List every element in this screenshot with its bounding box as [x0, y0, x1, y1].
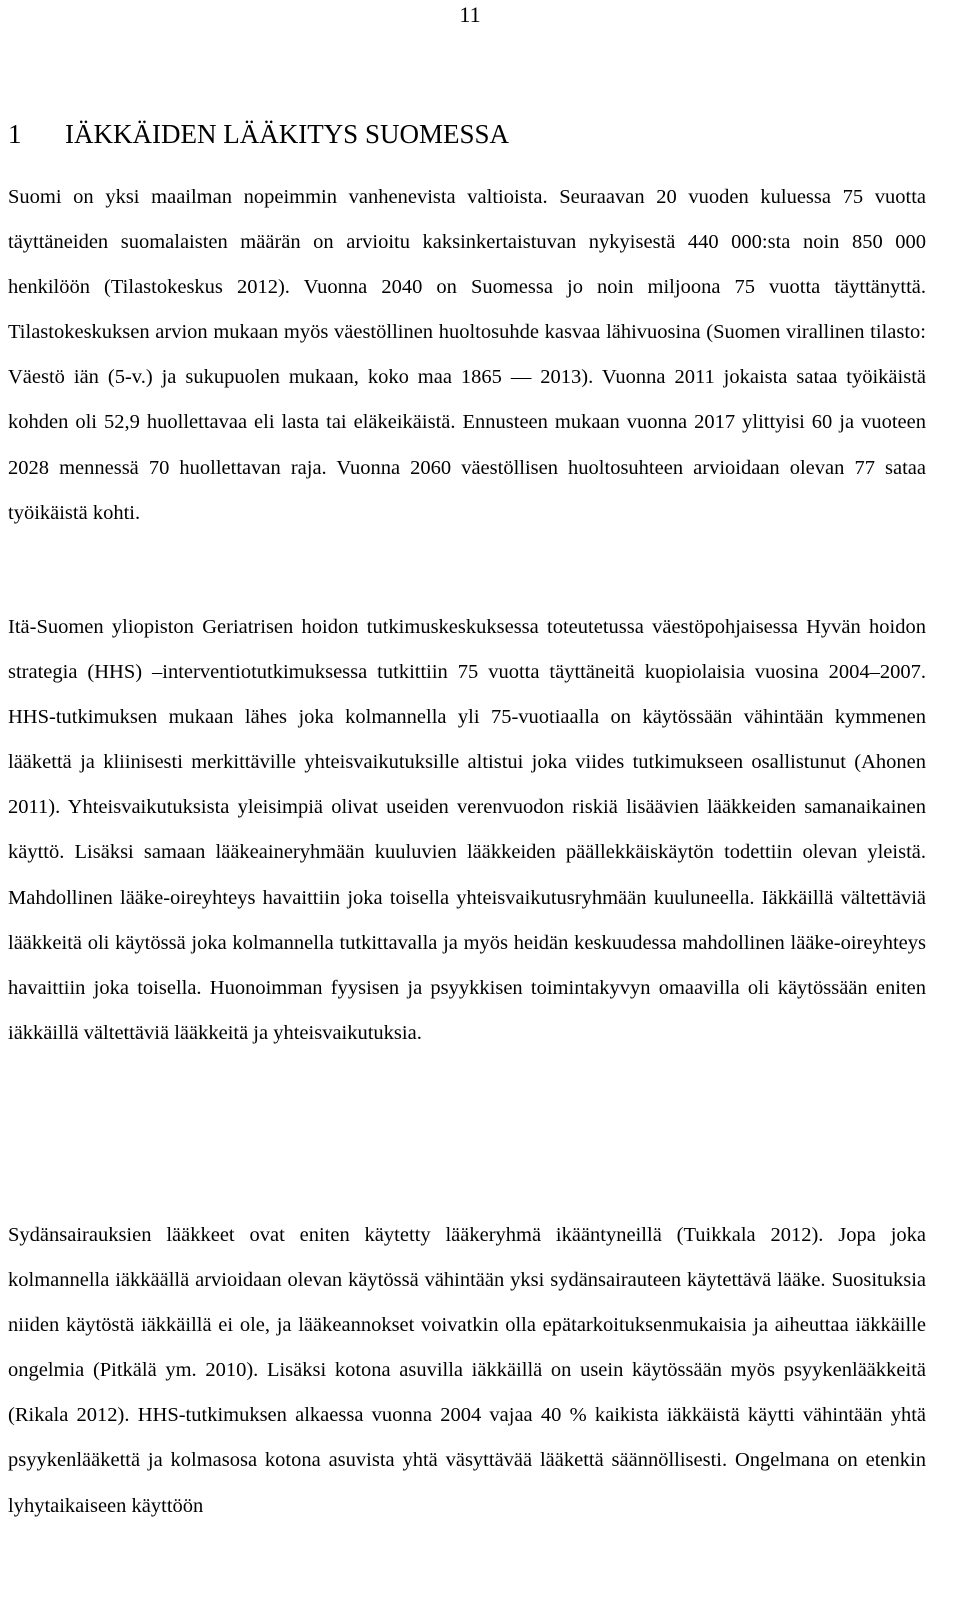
chapter-title: IÄKKÄIDEN LÄÄKITYS SUOMESSA: [65, 119, 509, 149]
chapter-number: 1: [8, 119, 22, 149]
page-number: 11: [459, 2, 481, 27]
chapter-heading: [8, 114, 509, 154]
paragraph-hhs-study: Itä-Suomen yliopiston Geriatrisen hoidon tutkimuskeskuksessa toteutetussa väestöpohjaisessa Hyvän hoidon strategia (HHS) –interventiotutkimuksessa tutkittiin 75 vuotta täyttäneitä kuopiolaisia vuosina 2004–2007. HHS-tutkimuksen mukaan lähes joka kolmannella yli 75-vuotiaalla on käytössään vähintään kymmenen lääkettä ja kliinisesti merkittäville yhteisvaikutuksille altistui joka viides tutkimukseen osallistunut (Ahonen 2011). Yhteisvaikutuksista yleisimpiä olivat useiden verenvuodon riskiä lisäävien lääkkeiden samanaikainen käyttö. Lisäksi samaan lääkeaineryhmään kuuluvien lääkkeiden päällekkäiskäytön todettiin olevan yleistä. Mahdollinen lääke-oireyhteys havaittiin joka toisella yhteisvaikutusryhmään kuuluneella. Iäkkäillä vältettäviä lääkkeitä oli käytössä joka kolmannella tutkittavalla ja myös heidän keskuudessa mahdollinen lääke-oireyhteys havaittiin joka toisella. Huonoimman fyysisen ja psyykkisen toimintakyvyn omaavilla oli käytössään eniten iäkkäillä vältettäviä lääkkeitä ja yhteisvaikutuksia.: [8, 616, 926, 1044]
paragraph-heart-medication: Sydänsairauksien lääkkeet ovat eniten käytetty lääkeryhmä ikääntyneillä (Tuikkala 2012). Jopa joka kolmannella iäkkäällä arvioidaan olevan käytössä vähintään yksi sydänsairauteen käytettävä lääke. Suosituksia niiden käytöstä iäkkäillä ei ole, ja lääkeannokset voivatkin olla epätarkoituksenmukaisia ja aiheuttaa iäkkäille ongelmia (Pitkälä ym. 2010). Lisäksi kotona asuvilla iäkkäillä on usein käytössään myös psyykenlääkkeitä (Rikala 2012). HHS-tutkimuksen alkaessa vuonna 2004 vajaa 40 % kaikista iäkkäistä käytti vähintään yhtä psyykenlääkettä ja kolmasosa kotona asuvista yhtä väsyttävää lääkettä säännöllisesti. Ongelmana on etenkin lyhytaikaiseen käyttöön: [8, 1224, 926, 1517]
paragraph-population-aging: Suomi on yksi maailman nopeimmin vanhenevista valtioista. Seuraavan 20 vuoden kuluessa 75 vuotta täyttäneiden suomalaisten määrän on arvioitu kaksinkertaistuvan nykyisestä 440 000:sta noin 850 000 henkilöön (Tilastokeskus 2012). Vuonna 2040 on Suomessa jo noin miljoona 75 vuotta täyttänyttä. Tilastokeskuksen arvion mukaan myös väestöllinen huoltosuhde kasvaa lähivuosina (Suomen virallinen tilasto: Väestö iän (5-v.) ja sukupuolen mukaan, koko maa 1865 — 2013). Vuonna 2011 jokaista sataa työikäistä kohden oli 52,9 huollettavaa eli lasta tai eläkeikäistä. Ennusteen mukaan vuonna 2017 ylittyisi 60 ja vuoteen 2028 mennessä 70 huollettavan raja. Vuonna 2060 väestöllisen huoltosuhteen arvioidaan olevan 77 sataa työikäistä kohti.: [8, 186, 926, 524]
